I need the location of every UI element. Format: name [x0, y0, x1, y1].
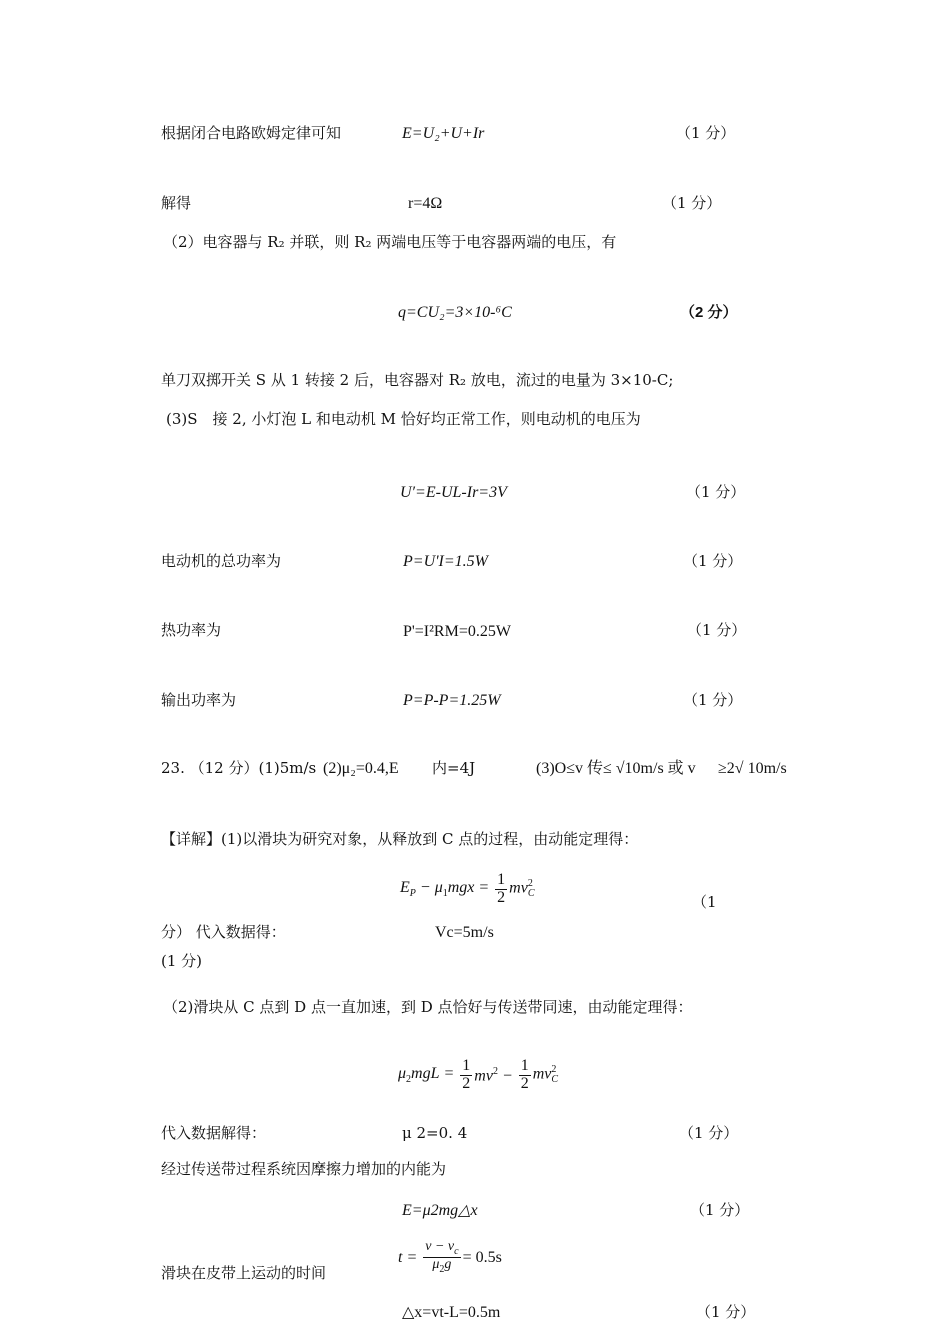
- text-total-power: 电动机的总功率为: [161, 552, 282, 570]
- score-label: （1 分）: [676, 124, 736, 142]
- score-label: （1 分）: [696, 1303, 756, 1321]
- formula-work-energy-2: $\mu_2mgL$ = $\frac{1}{2}$ $mv^2$ − $\frac{1}{2}$ mv 2 C: [398, 1057, 559, 1092]
- answer-23-part3b: ≥2√ 10m/s: [718, 760, 787, 777]
- text-ohm-law: 根据闭合电路欧姆定律可知: [161, 124, 342, 142]
- text-detail-intro: 【详解】(1)以滑块为研究对象，从释放到 C 点的过程，由动能定理得：: [161, 830, 639, 848]
- text-part3-intro: (3)S 接 2, 小灯泡 L 和电动机 M 恰好均正常工作，则电动机的电压为: [166, 410, 641, 428]
- equation-motor-voltage: U′=E-UL-Ir=3V: [400, 484, 507, 501]
- text-capacitor-parallel: （2）电容器与 R₂ 并联，则 R₂ 两端电压等于电容器两端的电压，有: [163, 233, 617, 251]
- equation-heat-power: P'=I²RM=0.25W: [403, 623, 511, 640]
- score-label: （1 分）: [687, 621, 747, 639]
- formula-time: t = $\frac{v - v_c}{\mu_2g}$ = 0.5s: [398, 1239, 502, 1276]
- answer-23-part1: 23. （12 分）(1)5m/s: [161, 759, 317, 777]
- text-solve: 解得: [161, 194, 192, 212]
- text-part2-intro: （2)滑块从 C 点到 D 点一直加速，到 D 点恰好与传送带同速，由动能定理得：: [163, 998, 693, 1016]
- text-time-on-belt: 滑块在皮带上运动的时间: [161, 1264, 327, 1282]
- text-substitute: 分） 代入数据得：: [161, 923, 286, 941]
- score-label: （1 分）: [679, 1124, 739, 1142]
- score-label: （1 分）: [683, 691, 743, 709]
- score-label: （1: [692, 893, 717, 911]
- equation-charge: q=CU₂=3×10-⁶C: [398, 304, 512, 321]
- equation-output-power: P=P-P=1.25W: [403, 692, 501, 709]
- score-label: (1 分): [161, 952, 203, 970]
- equation-total-power: P=U'I=1.5W: [403, 553, 488, 570]
- answer-23-part2: (2)μ₂=0.4,E: [323, 760, 399, 777]
- equation-mu2: μ 2=0. 4: [402, 1124, 468, 1142]
- equation-delta-x: △x=vt-L=0.5m: [402, 1304, 501, 1321]
- answer-23-part3: (3)O≤v 传≤ √10m/s 或 v: [536, 760, 696, 777]
- answer-23-part2b: 内=4J: [432, 759, 476, 777]
- text-internal-energy: 经过传送带过程系统因摩擦力增加的内能为: [161, 1160, 447, 1178]
- text-solve-mu: 代入数据解得：: [161, 1124, 267, 1142]
- equation-emf: E=U₂+U+Ir: [402, 125, 485, 142]
- equation-internal-energy: E=μ2mg△x: [402, 1202, 478, 1219]
- text-heat-power: 热功率为: [161, 621, 222, 639]
- equation-r: r=4Ω: [408, 195, 443, 212]
- score-label: （1 分）: [683, 552, 743, 570]
- text-switch-discharge: 单刀双掷开关 S 从 1 转接 2 后，电容器对 R₂ 放电，流过的电量为 3×10-C;: [161, 371, 674, 389]
- text-output-power: 输出功率为: [161, 691, 237, 709]
- score-label: （1 分）: [686, 483, 746, 501]
- score-label: （1 分）: [690, 1201, 750, 1219]
- equation-vc: Vc=5m/s: [435, 924, 494, 941]
- score-label: （2 分）: [680, 304, 738, 321]
- score-label: （1 分）: [662, 194, 722, 212]
- formula-work-energy-1: $E_P - \mu_1mgx$ = $\frac{1}{2}$ mv 2 C: [400, 871, 535, 906]
